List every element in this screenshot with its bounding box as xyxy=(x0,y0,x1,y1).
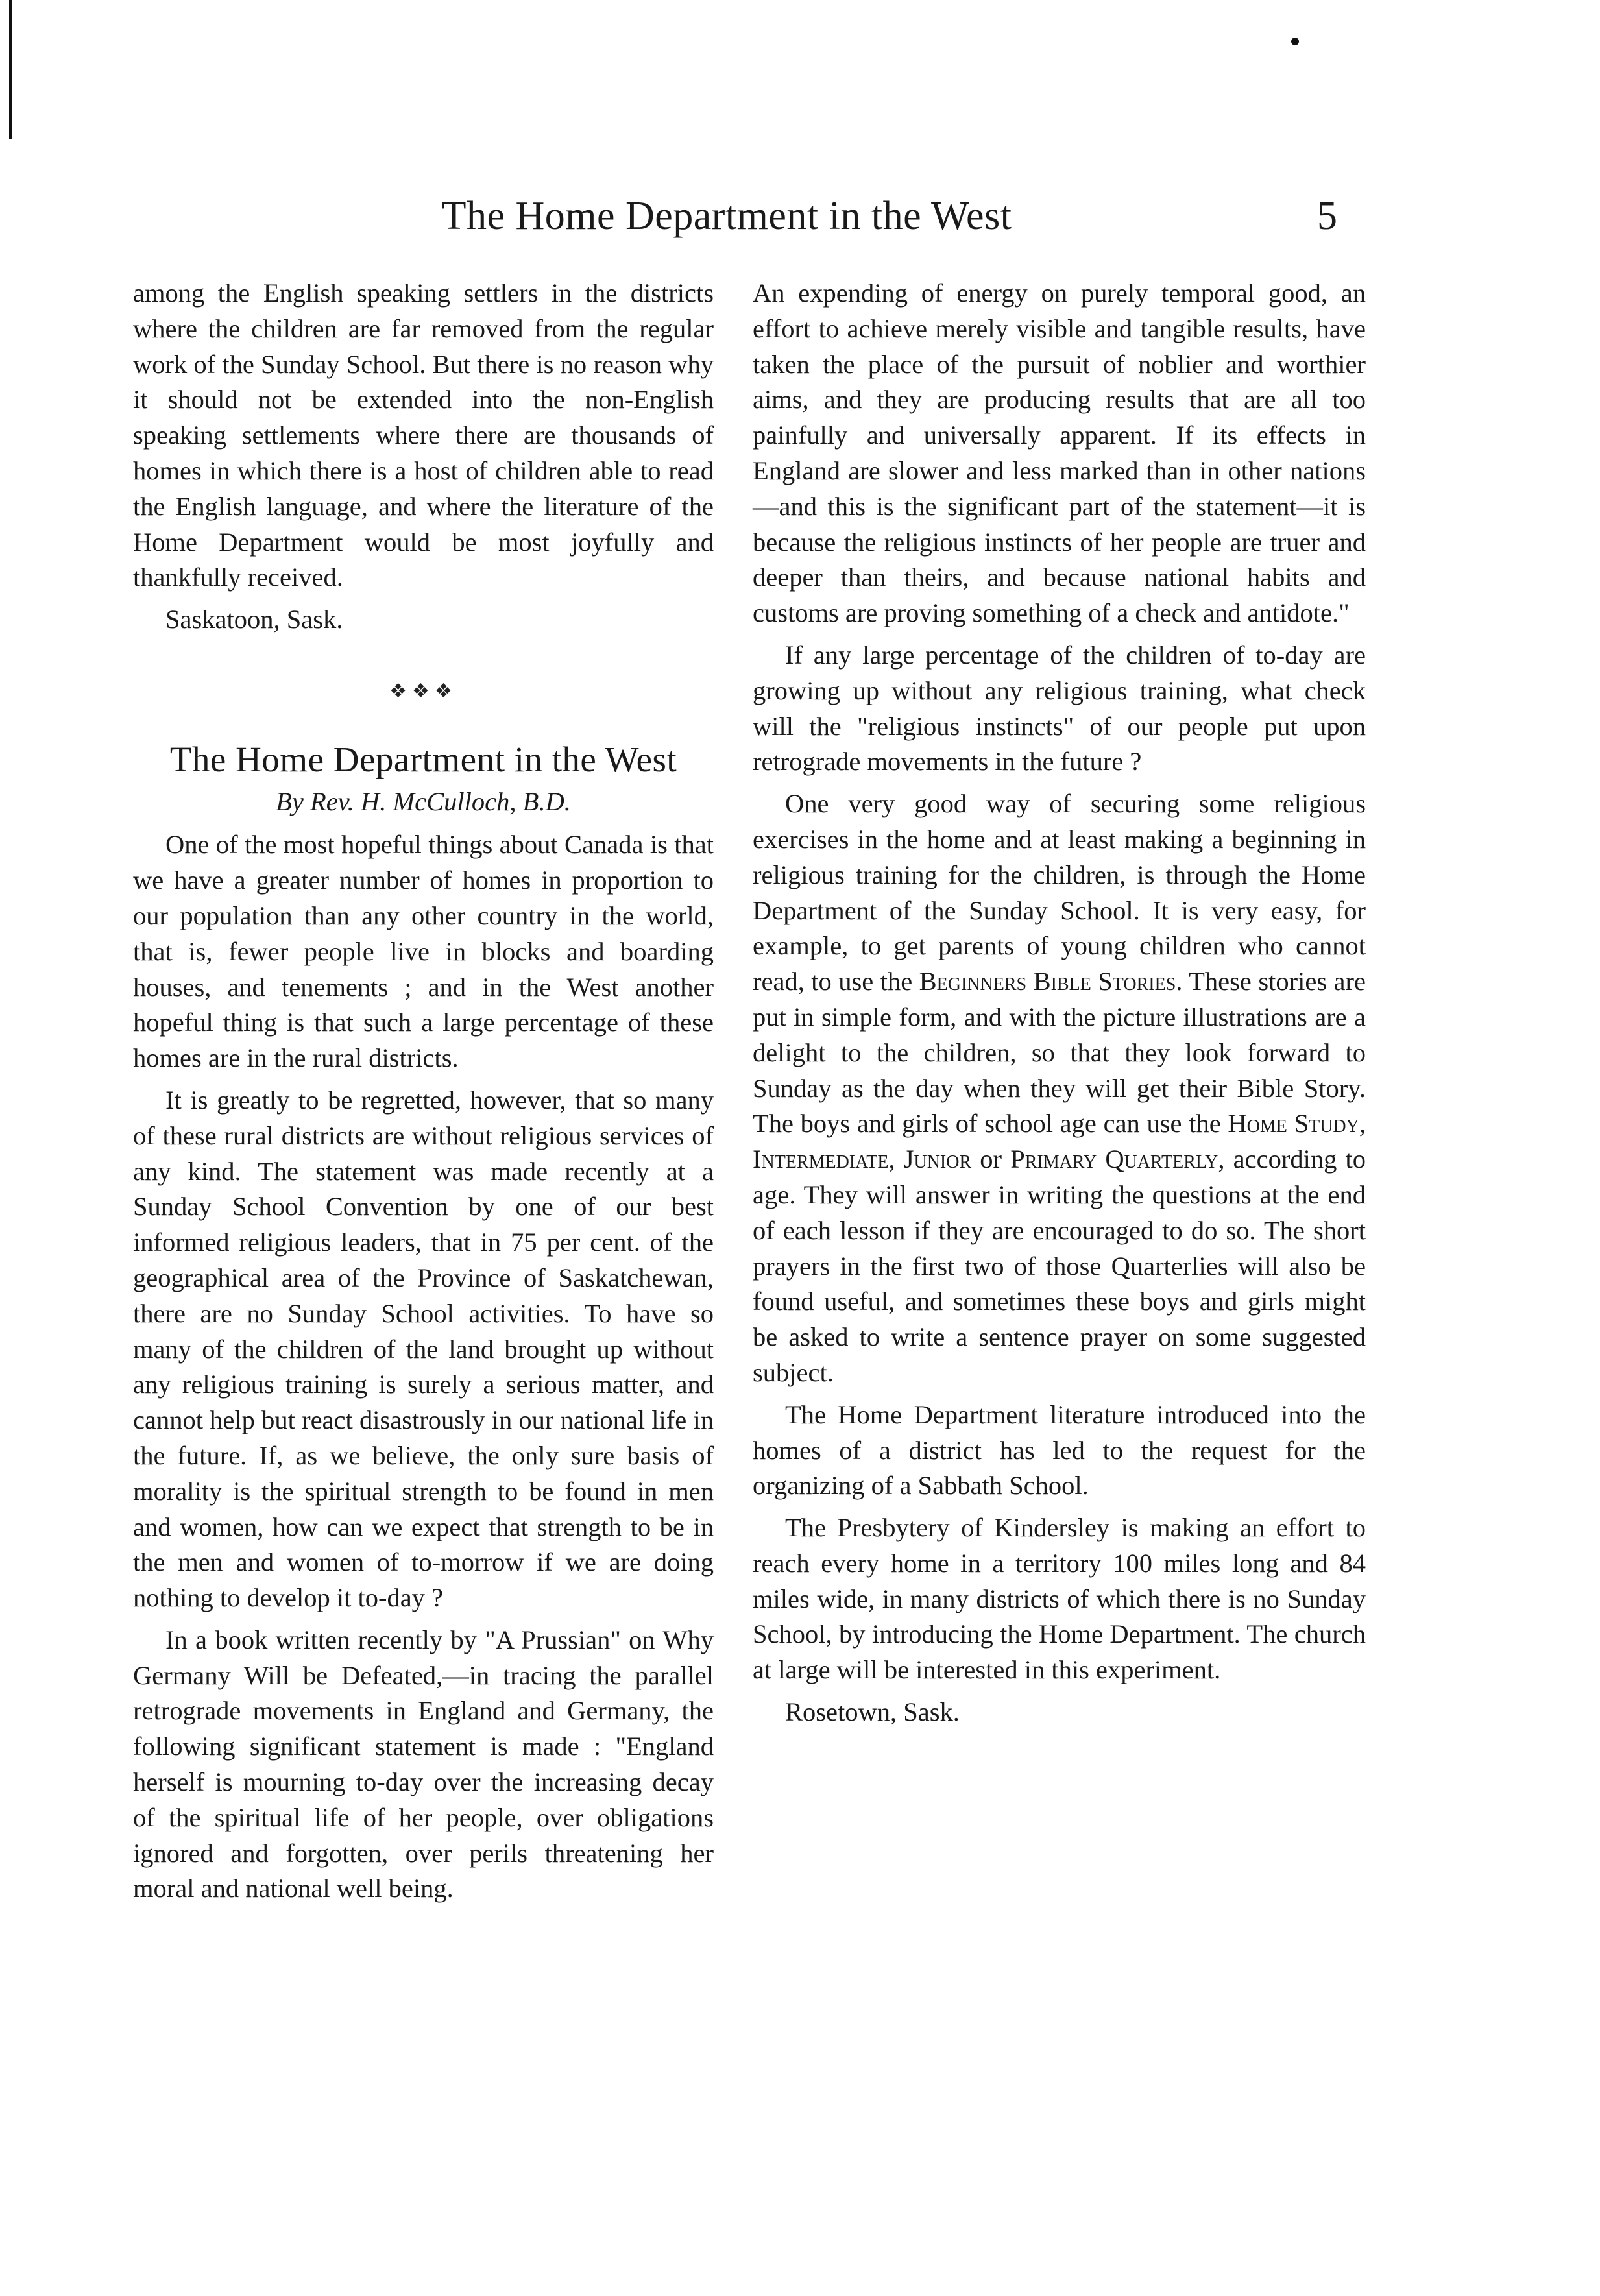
body-paragraph: The Presbytery of Kindersley is making an effort to reach every home in a territory 100 miles long and 84 miles wide, in many districts of which there is no Sunday School, by introducing the Home Department. The church at large will be interested in this experiment. xyxy=(753,1513,1366,1685)
body-paragraph: If any large percentage of the children of to-day are growing up without any religious training, what check will the "religious instincts" of our people put upon retrograde movements in the future ? xyxy=(753,640,1366,777)
body-paragraph xyxy=(753,786,1366,1391)
page-number: 5 xyxy=(1317,194,1337,238)
body-paragraph: One of the most hopeful things about Canada is that we have a greater number of homes in proportion to our population than any other country in the world, that is, fewer people live in blocks and boarding houses, and tenements ; and in the West another hopeful thing is that such a large percentage of these homes are in the rural districts. xyxy=(133,830,714,1073)
text-run: , xyxy=(1359,1109,1366,1139)
body-paragraph: In a book written recently by "A Prussian" on Why Germany Will be Defeated,—in tracing the parallel retrograde movements in England and Germany, the following significant statement is made : "England herself is mourning to-day over the increasing decay of the spiritual life of her people, over obligations ignored and forgotten, over perils threatening her moral and national well being. xyxy=(133,1625,714,1903)
place-signoff: Saskatoon, Sask. xyxy=(165,605,343,634)
body-paragraph: It is greatly to be regretted, however, that so many of these rural districts are without religious services of any kind. The statement was made recently at a Sunday School Convention by one of our best informed religious leaders, that in 75 per cent. of the geographical area of the Province of Saskatchewan, there are no Sunday School activities. To have so many of the children of the land brought up without any religious training is surely a serious matter, and cannot help but react disastrously in our national life in the future. If, as we believe, the only sure basis of morality is the spiritual strength to be found in men and women, how can we expect that strength to be in the men and women of to-morrow if we are doing nothing to develop it to-day ? xyxy=(133,1085,714,1613)
section-ornament: ❖❖❖ xyxy=(389,680,457,702)
scan-dot-mark xyxy=(1291,38,1299,45)
text-run: One very good way of securing some religious exercises in the home and at least making a beginning in religious training for the children, is through the Home Department of the Sunday School. It is very easy, for example, to get parents of young children who cannot read, to use the xyxy=(753,789,1366,997)
left-column xyxy=(133,276,714,1913)
text-run: . These stories are put in simple form, and with the picture illustrations are a delight to the children, so that they look forward to Sunday as the day when they will get their Bible Story. The boys and girls of school age can use the xyxy=(753,967,1366,1139)
publication-name: Junior xyxy=(903,1144,972,1174)
publication-name: Beginners Bible Stories xyxy=(919,967,1176,997)
publication-name: Intermediate xyxy=(753,1144,889,1174)
article-title: The Home Department in the West xyxy=(169,739,677,779)
continued-paragraph: among the English speaking settlers in the districts where the children are far removed from the regular work of the Sunday School. But there is no reason why it should not be extended into the non-English speaking settlements where there are thousands of homes in which there is a host of children able to read the English language, and where the literature of the Home Department would be most joyfully and thankfully received. xyxy=(133,278,714,592)
scan-edge-mark xyxy=(9,0,12,139)
place-signoff: Rosetown, Sask. xyxy=(785,1697,960,1727)
publication-name: Primary Quarterly xyxy=(1010,1144,1218,1174)
text-run: , according to age. They will answer in writing the questions at the end of each lesson if they are encouraged to do so. The short prayers in the first two of those Quarterlies will also be found useful, and sometimes these boys and girls might be asked to write a sentence prayer on some suggested subject. xyxy=(753,1144,1366,1387)
text-run: , xyxy=(888,1144,904,1174)
running-title: The Home Department in the West xyxy=(441,194,1012,238)
continued-paragraph: An expending of energy on purely temporal good, an effort to achieve merely visible and tangible results, have taken the place of the pursuit of noblier and worthier aims, and they are producing results that are all too painfully and universally apparent. If its effects in England are slower and less marked than in other nations—and this is the significant part of the statement—it is because the religious instincts of her people are truer and deeper than theirs, and because national habits and customs are proving something of a check and antidote." xyxy=(753,278,1366,628)
body-paragraph: The Home Department literature introduced into the homes of a district has led to the request for the organizing of a Sabbath School. xyxy=(753,1399,1366,1501)
right-column xyxy=(753,276,1366,1737)
publication-name: Home Study xyxy=(1228,1109,1359,1139)
article-byline: By Rev. H. McCulloch, B.D. xyxy=(276,786,571,816)
text-run: or xyxy=(971,1144,1011,1174)
